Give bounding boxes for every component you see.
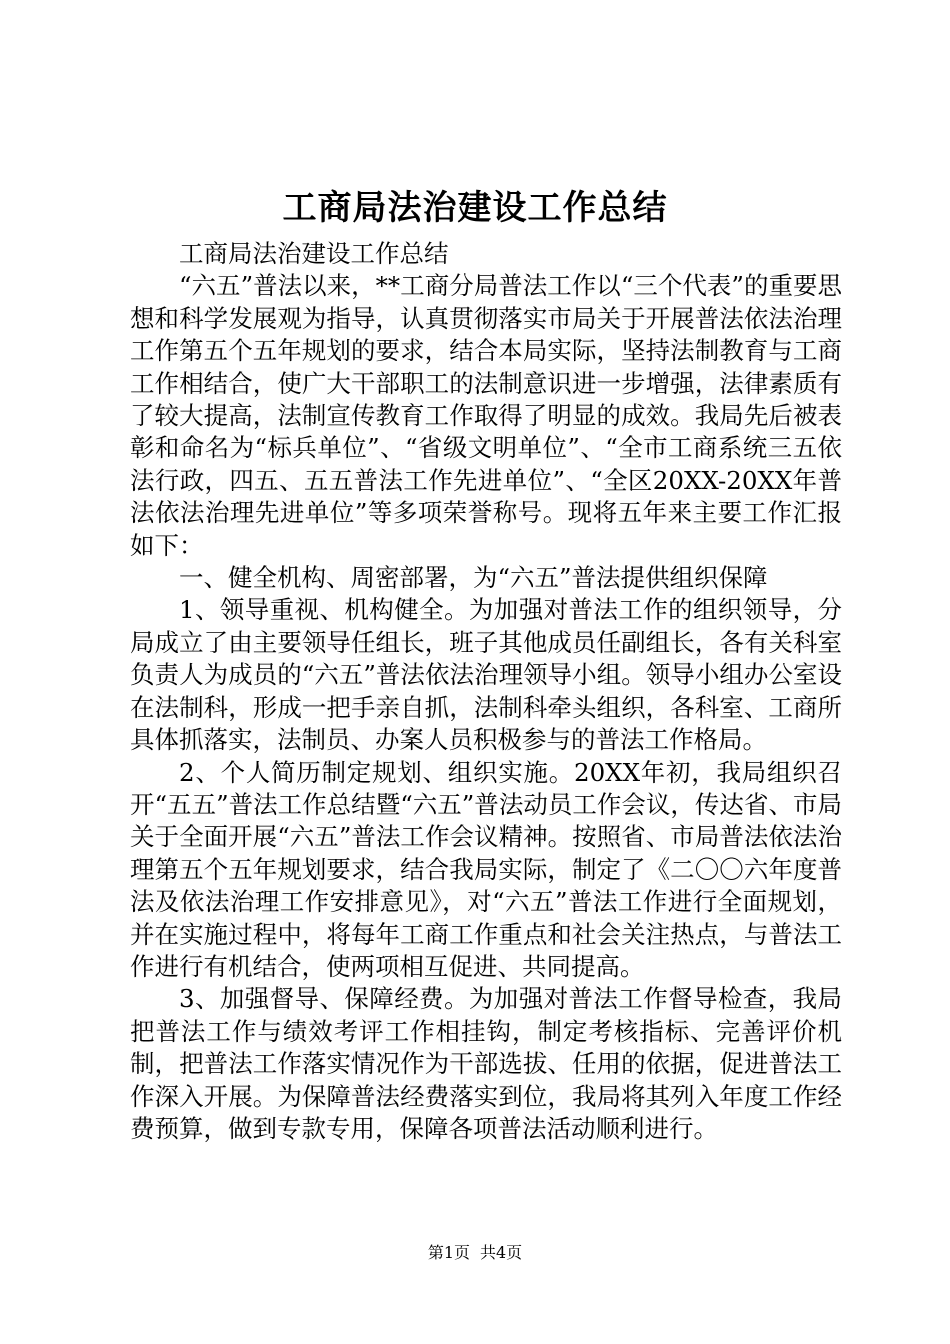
body-paragraph-intro: “六五”普法以来，**工商分局普法工作以“三个代表”的重要思想和科学发展观为指导，认真贯彻落实市局关于开展普法依法治理工作第五个五年规划的要求，结合本局实际，坚持法制教育与工商工作相结合，使广大干部职工的法制意识进一步增强，法律素质有了较大提高，法制宣传教育工作取得了明显的成效。我局先后被表彰和命名为“标兵单位”、“省级文明单位”、“全市工商系统三五依法行政，四五、五五普法工作先进单位”、“全区20XX-20XX年普法依法治理先进单位”等多项荣誉称号。现将五年来主要工作汇报如下： bbox=[130, 271, 842, 560]
body-paragraph-2: 2、个人简历制定规划、组织实施。20XX年初，我局组织召开“五五”普法工作总结暨“六五”普法动员工作会议，传达省、市局关于全面开展“六五”普法工作会议精神。按照省、市局普法依法治理第五个五年规划要求，结合我局实际，制定了《二〇〇六年度普法及依法治理工作安排意见》，对“六五”普法工作进行全面规划，并在实施过程中，将每年工商工作重点和社会关注热点，与普法工作进行有机结合，使两项相互促进、共同提高。 bbox=[130, 757, 842, 981]
page-number: 第1页 bbox=[427, 1243, 470, 1262]
section-heading: 一、健全机构、周密部署，为“六五”普法提供组织保障 bbox=[179, 563, 768, 593]
body-paragraph-subtitle: 工商局法治建设工作总结 bbox=[179, 239, 449, 268]
page-footer bbox=[0, 1242, 950, 1264]
page-total: 共4页 bbox=[480, 1243, 523, 1262]
body-paragraph-3: 3、加强督导、保障经费。为加强对普法工作督导检查，我局把普法工作与绩效考评工作相挂钩，制定考核指标、完善评价机制，把普法工作落实情况作为干部选拔、任用的依据，促进普法工作深入开展。为保障普法经费落实到位，我局将其列入年度工作经费预算，做到专款专用，保障各项普法活动顺利进行。 bbox=[130, 984, 842, 1143]
document-body bbox=[130, 238, 842, 1145]
document-title: 工商局法治建设工作总结 bbox=[282, 188, 668, 228]
body-paragraph-1: 1、领导重视、机构健全。为加强对普法工作的组织领导，分局成立了由主要领导任组长，班子其他成员任副组长，各有关科室负责人为成员的“六五”普法依法治理领导小组。领导小组办公室设在法制科，形成一把手亲自抓，法制科牵头组织，各科室、工商所具体抓落实，法制员、办案人员积极参与的普法工作格局。 bbox=[130, 595, 842, 755]
